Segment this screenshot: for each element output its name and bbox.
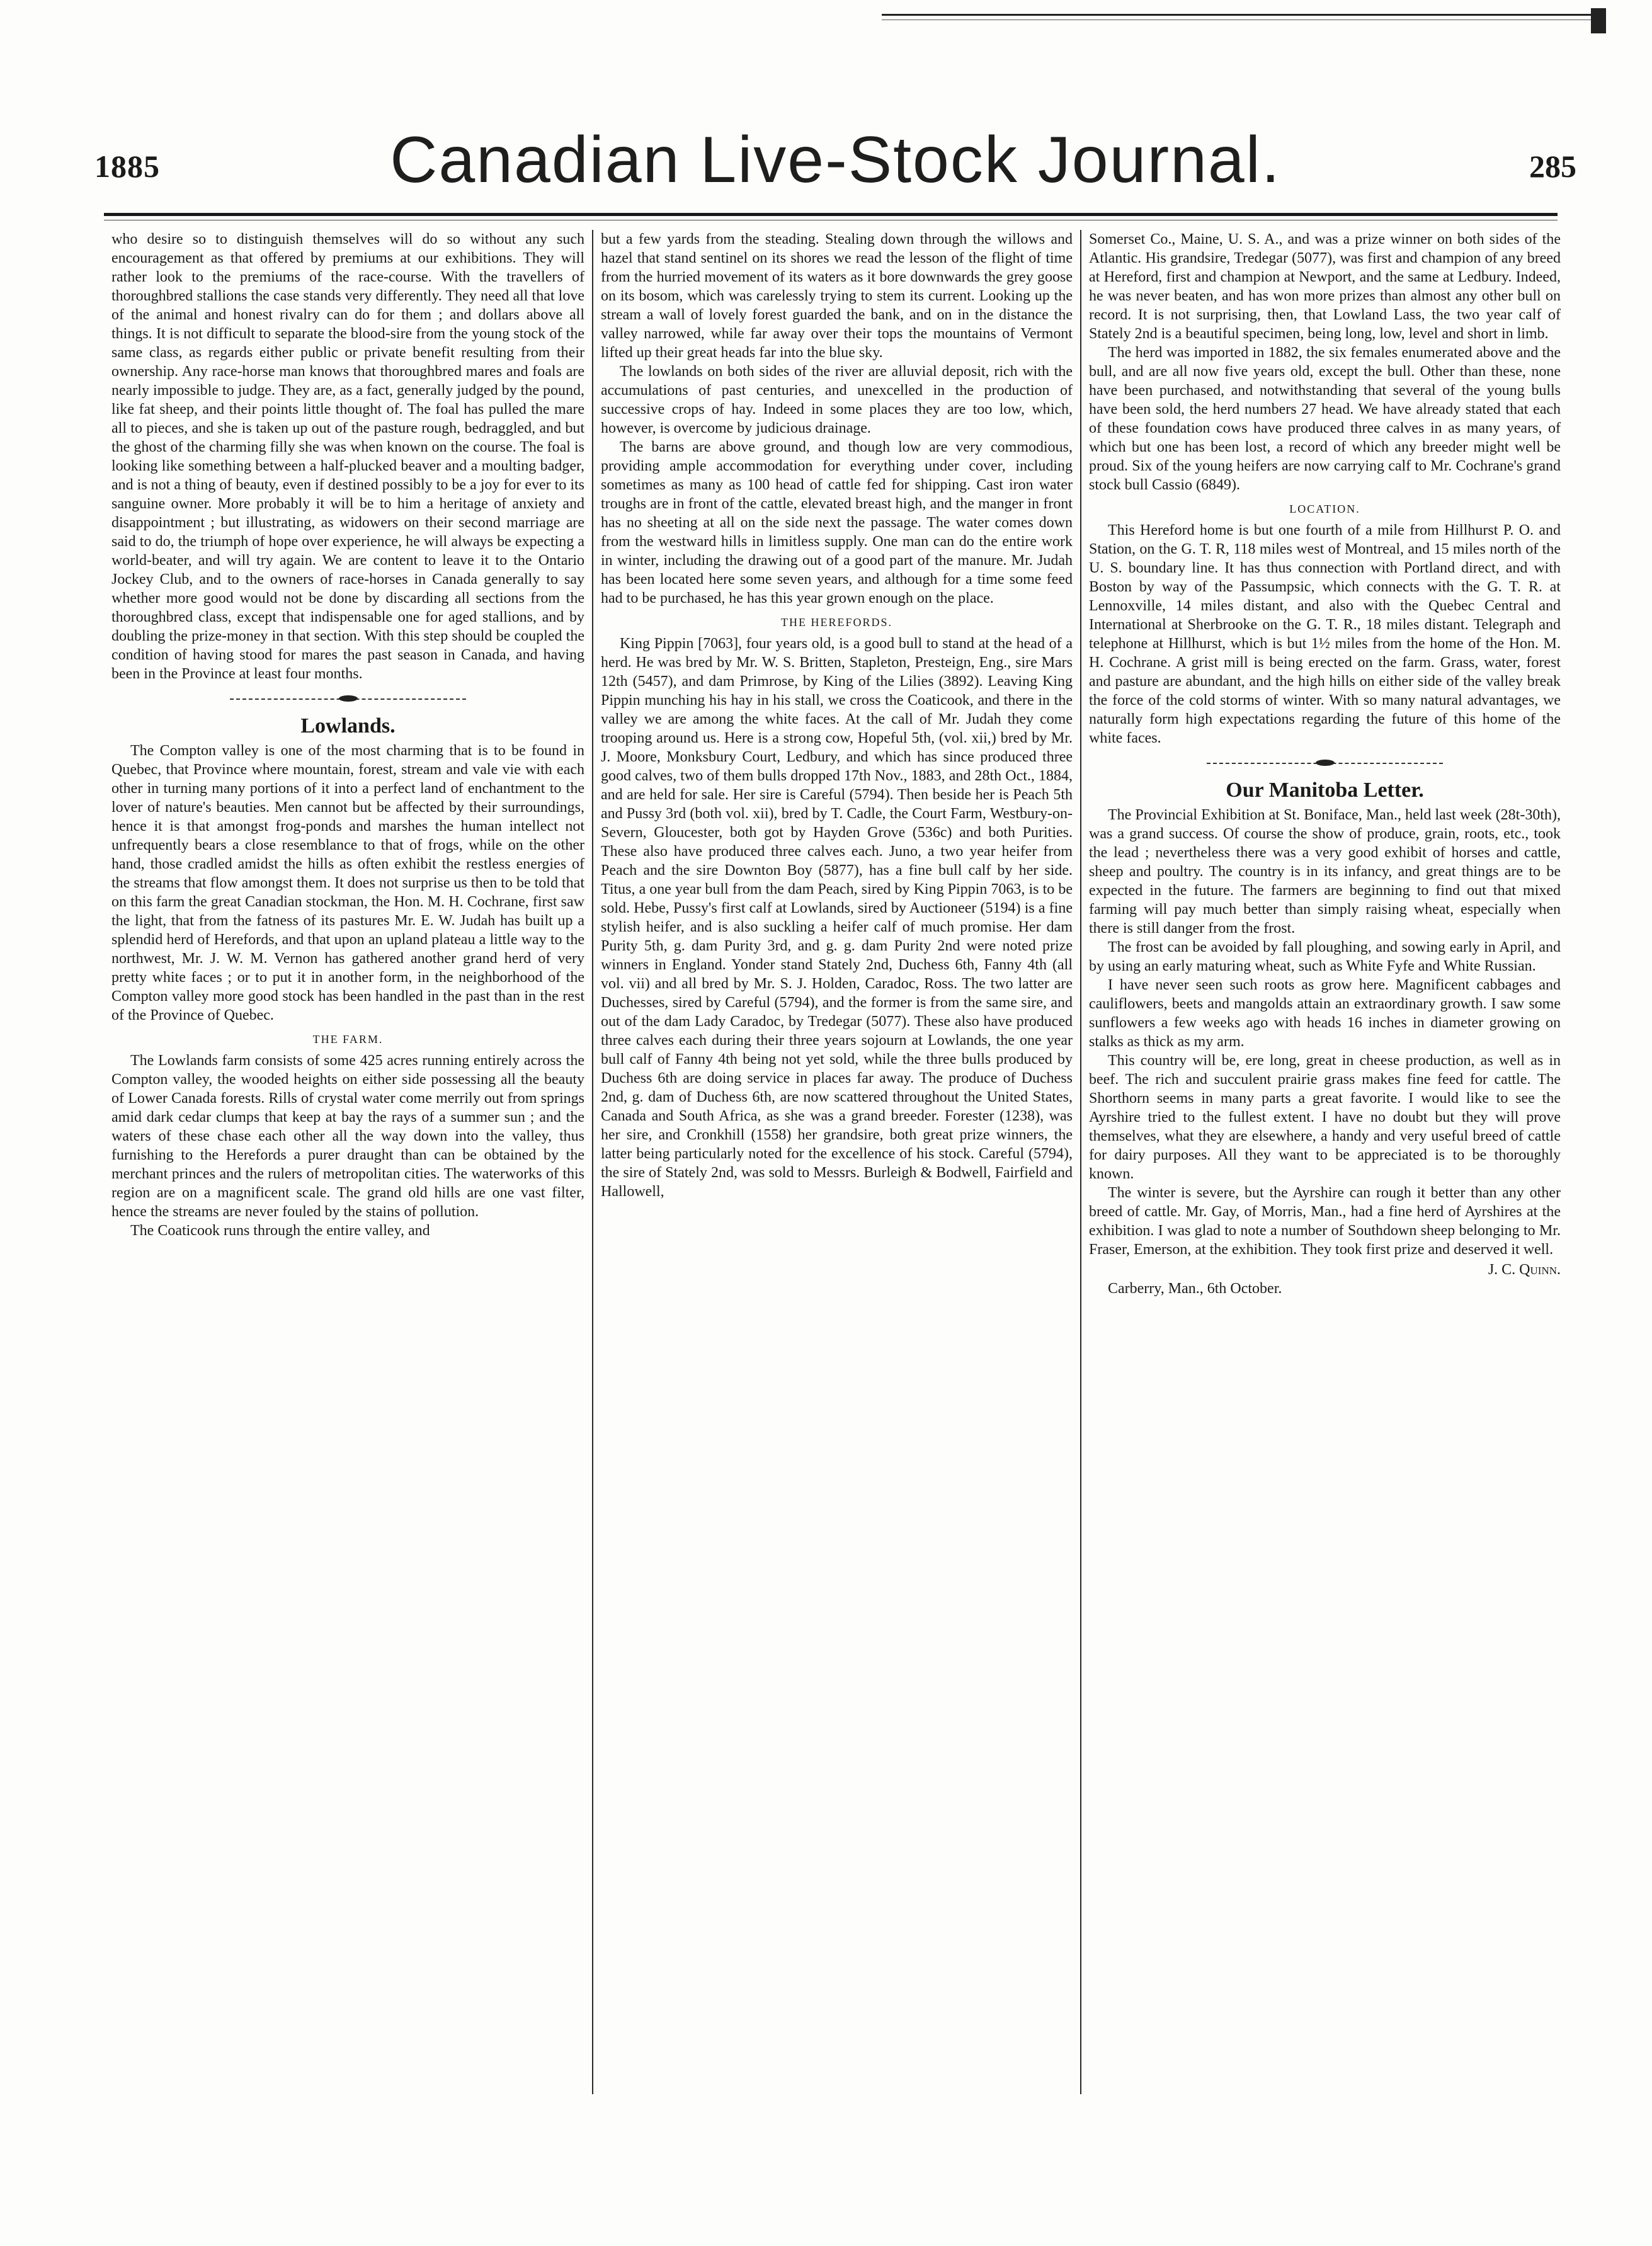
column-1 (104, 230, 592, 2094)
column-3 (1080, 230, 1568, 2094)
issue-year: 1885 (94, 149, 160, 184)
paragraph: King Pippin [7063], four years old, is a good bull to stand at the head of a herd. He was bred by Mr. W. S. Britten, Stapleton, Presteign, Eng., sire Mars 12th (5457), and dam Primrose, by King of the Lilies (3892). Leaving King Pippin munching his hay in his stall, we cross the Coaticook, and there in the valley we are among the white faces. At the call of Mr. Judah they come trooping around us. Here is a strong cow, Hopeful 5th, (vol. xii,) bred by Mr. J. Moore, Monksbury Court, Ledbury, and which has since produced three good calves, two of them bulls dropped 17th Nov., 1883, and 28th Oct., 1884, and are held for sale. Her sire is Careful (5794). Then beside her is Peach 5th and Pussy 3rd (both vol. xii), bred by T. Cadle, the Court Farm, Westbury-on-Severn, Gloucester, both got by Hayden Grove (536c) and both Purities. These also have produced three calves each. Juno, a two year heifer from Peach and the sire Downton Boy (5877), has a fine bull calf by her side. Titus, a one year bull from the dam Peach, sired by King Pippin 7063, is to be sold. Hebe, Pussy's first calf at Lowlands, sired by Auctioneer (5194) is a fine stylish heifer, and is also suckling a heifer calf of much promise. Her dam Purity 5th, g. dam Purity 3rd, and g. g. dam Purity 2nd were noted prize winners in England. Yonder stand Stately 2nd, Duchess 6th, Fanny 4th (all vol. vii) and all bred by Mr. S. J. Holden, Caradoc, Ross. The two latter are Duchesses, sired by Careful (5794), and the former is from the same sire, and out of the dam Lady Caradoc, by Tredegar (5077). These also have produced three calves each during their three years sojourn at Lowlands, the one year bull calf of Fanny 4th being not yet sold, while the three bulls produced by Duchess 6th are doing service in places far away. The produce of Duchess 2nd, g. dam of Duchess 6th, are now scattered throughout the United States, Canada and South Africa, as she was a grand breeder. Forester (1238), was her sire, and Cronkhill (1558) her grandsire, both great prize winners, the latter being particularly noted for the excellence of his stock. Careful (5794), the sire of Stately 2nd, was sold to Messrs. Burleigh & Bodwell, Fairfield and Hallowell, (601, 636, 1073, 1200)
subheading-location: LOCATION. (1289, 503, 1360, 515)
subheading-the-farm: THE FARM. (312, 1033, 384, 1046)
paragraph: The Compton valley is one of the most charming that is to be found in Quebec, that Province where mountain, forest, stream and vale vie with each other in turning many portions of it into a perfect land of enchantment to the lover of nature's beauties. Men cannot but be affected by their surroundings, hence it is that amongst frog-ponds and marshes the human intellect not unfrequently bears a close resemblance to that of frogs, while on the other hand, those cradled amidst the hills as often exhibit the restless energies of the streams that flow amongst them. It does not surprise us then to be told that on this farm the great Canadian stockman, the Hon. M. H. Cochrane, first saw the light, that from the fatness of its pastures Mr. E. W. Judah has built up a splendid herd of Herefords, and that upon an upland plateau a little way to the northwest, Mr. J. W. M. Vernon has gathered another grand herd of very pretty white faces ; or to put it in another form, in the neighborhood of the Compton valley more good stock has been handled in the past than in the rest of the Province of Quebec. (111, 743, 584, 1023)
paragraph: The Provincial Exhibition at St. Boniface, Man., held last week (28t-30th), was a grand success. Of course the show of produce, grain, roots, etc., took the lead ; nevertheless there was a very good exhibit of horses and cattle, sheep and poultry. The country is in its infancy, and great things are to be expected in the future. The farmers are beginning to find out that mixed farming will pay much better than simply raising wheat, especially when there is still danger from the frost. (1089, 807, 1561, 937)
paragraph: The frost can be avoided by fall ploughing, and sowing early in April, and by using an early maturing wheat, such as White Fyfe and White Russian. (1089, 939, 1561, 974)
page-top-rule (882, 14, 1606, 20)
section-divider (111, 690, 584, 709)
paragraph: This Hereford home is but one fourth of a mile from Hillhurst P. O. and Station, on the G. T. R, 118 miles west of Montreal, and 15 miles north of the U. S. boundary line. It has thus connection with Portland direct, and with Boston by way of the Passumpsic, which connects with the G. T. R. at Lennoxville, 14 miles distant, and also with the Quebec Central and International at Sherbrooke on the G. T. R., 18 miles distant. Telegraph and telephone at Hillhurst, which is but 1½ miles from the home of the Hon. M. H. Cochrane. A grist mill is being erected on the farm. Grass, water, forest and pasture are abundant, and the high hills on either side of the valley break the force of the cold storms of winter. With so many natural advantages, we naturally form high expectations regarding the future of this home of the white faces. (1089, 522, 1561, 746)
subheading-the-herefords: THE HEREFORDS. (780, 616, 892, 629)
paragraph: but a few yards from the steading. Stealing down through the willows and hazel that stand sentinel on its shores we read the lesson of the flight of time from the hurried movement of its waters as it bore downwards the grey goose on its bosom, which was carelessly trying to stem its current. Looking up the stream a wall of lovely forest guarded the bank, and on in the distance the valley narrowed, while far away over their tops the mountains of Vermont lifted up their great heads far into the blue sky. (601, 231, 1073, 361)
paragraph: The lowlands on both sides of the river are alluvial deposit, rich with the accumulations of past centuries, and unexcelled in the production of successive crops of hay. Indeed in some places they are too low, which, however, is overcome by judicious drainage. (601, 363, 1073, 436)
dateline: Carberry, Man., 6th October. (1108, 1280, 1282, 1297)
paragraph: This country will be, ere long, great in cheese production, as well as in beef. The rich and succulent prairie grass makes fine feed for cattle. The Shorthorn seems in many parts a great favorite. I would like to see the Ayrshire tried to the fullest extent. I have no doubt but they will prove themselves, what they are elsewhere, a handy and very useful breed of cattle for dairy purposes. All they want to be appreciated is to be thoroughly known. (1089, 1052, 1561, 1182)
paragraph: The Coaticook runs through the entire valley, and (130, 1223, 430, 1239)
heading-lowlands: Lowlands. (300, 714, 396, 738)
paragraph: The barns are above ground, and though low are very commodious, providing ample accommodation for everything under cover, including sometimes as many as 100 head of cattle fed for shipping. Cast iron water troughs are in front of the cattle, elevated breast high, and the manger in front has no sheeting at all on the side next the passage. The water comes down from the westward hills in limitless supply. One man can do the entire work in winter, including the drawing out of a good part of the manure. Mr. Judah has been located here some seven years, and although for a time some feed had to be purchased, he has this year grown enough on the place. (601, 439, 1073, 607)
column-2 (592, 230, 1080, 2094)
heading-manitoba-letter: Our Manitoba Letter. (1226, 778, 1424, 802)
paragraph: I have never seen such roots as grow here. Magnificent cabbages and cauliflowers, beets and mangolds attain an extraordinary growth. I saw some sunflowers a few weeks ago with heads 16 inches in diameter growing on stalks as thick as my arm. (1089, 977, 1561, 1050)
masthead (94, 123, 1576, 217)
paragraph: The winter is severe, but the Ayrshire can rough it better than any other breed of cattle. Mr. Gay, of Morris, Man., had a fine herd of Ayrshires at the exhibition. I was glad to note a number of Southdown sheep belonging to Mr. Fraser, Emerson, at the exhibition. They took first prize and deserved it well. (1089, 1185, 1561, 1258)
paragraph: The Lowlands farm consists of some 425 acres running entirely across the Compton valley, the wooded heights on either side possessing all the beauty of Lower Canada forests. Rills of crystal water come merrily out from springs amid dark cedar clumps that keep at bay the rays of a summer sun ; and the waters of these chase each other all the way down into the valley, thus furnishing to the Herefords a purer draught than can be obtained by the merchant princes and the rulers of metropolitan cities. The waterworks of this region are on a magnificent scale. The grand old hills are one vast filter, hence the streams are never fouled by the stains of pollution. (111, 1052, 584, 1220)
paragraph: who desire so to distinguish themselves will do so without any such encouragement as that offered by premiums at our exhibitions. They will rather look to the premiums of the race-course. With the travellers of thoroughbred stallions the case stands very differently. They need all that love of the animal and honest rivalry can do for them ; and dollars above all things. It is not difficult to separate the blood-sire from the young stock of the same class, as regards either public or private benefit resulting from their ownership. Any race-horse man knows that thoroughbred mares and foals are nearly impossible to judge. They are, as a fact, generally judged by the pound, like fat sheep, and their points little thought of. The foal has pulled the mare all to pieces, and she is taken up out of the pasture rough, bedraggled, and but the ghost of the charming filly she was when known on the course. The foal is looking like something between a half-plucked beaver and a moulting badger, and is not a thing of beauty, even if destined possibly to be a joy for ever to its sanguine owner. More probably it will be to him a heritage of anxiety and disappointment ; but illustrating, as widowers on their second marriage are said to do, the triumph of hope over experience, he will always be expecting a world-beater, and will try again. We are content to leave it to the Ontario Jockey Club, and to the owners of race-horses in Canada generally to say whether more good would not be done by discarding all sections from the thoroughbred class, except that indispensable one for aged stallions, and by doubling the prize-money in that section. With this step should be coupled the condition of having stood for mares the past season in Canada, and having been in the Province at least four months. (111, 231, 584, 682)
article-columns (104, 230, 1568, 2094)
paragraph: The herd was imported in 1882, the six females enumerated above and the bull, and are all now five years old, except the bull. Other than these, none have been purchased, and notwithstanding that several of the young bulls have been sold, the herd numbers 27 head. We have already stated that each of these foundation cows have produced three calves in as many years, of which but one has been lost, a record of which any breeder might well be proud. Six of the young heifers are now carrying calf to Mr. Cochrane's grand stock bull Cassio (6849). (1089, 345, 1561, 493)
signature: J. C. Quinn. (1488, 1262, 1561, 1278)
section-divider (1089, 754, 1561, 773)
paragraph: Somerset Co., Maine, U. S. A., and was a prize winner on both sides of the Atlantic. His grandsire, Tredegar (5077), was first and champion of any breed at Hereford, first and champion at Newport, and the same at Ledbury. Indeed, he was never beaten, and has won more prizes than almost any other bull on record. It is not surprising, then, that Lowland Lass, the two year calf of Stately 2nd is a beautiful specimen, being long, low, level and short in limb. (1089, 231, 1561, 342)
journal-title: Canadian Live-Stock Journal. (390, 123, 1281, 197)
masthead-rule (104, 213, 1558, 220)
page-number: 285 (1529, 149, 1576, 184)
